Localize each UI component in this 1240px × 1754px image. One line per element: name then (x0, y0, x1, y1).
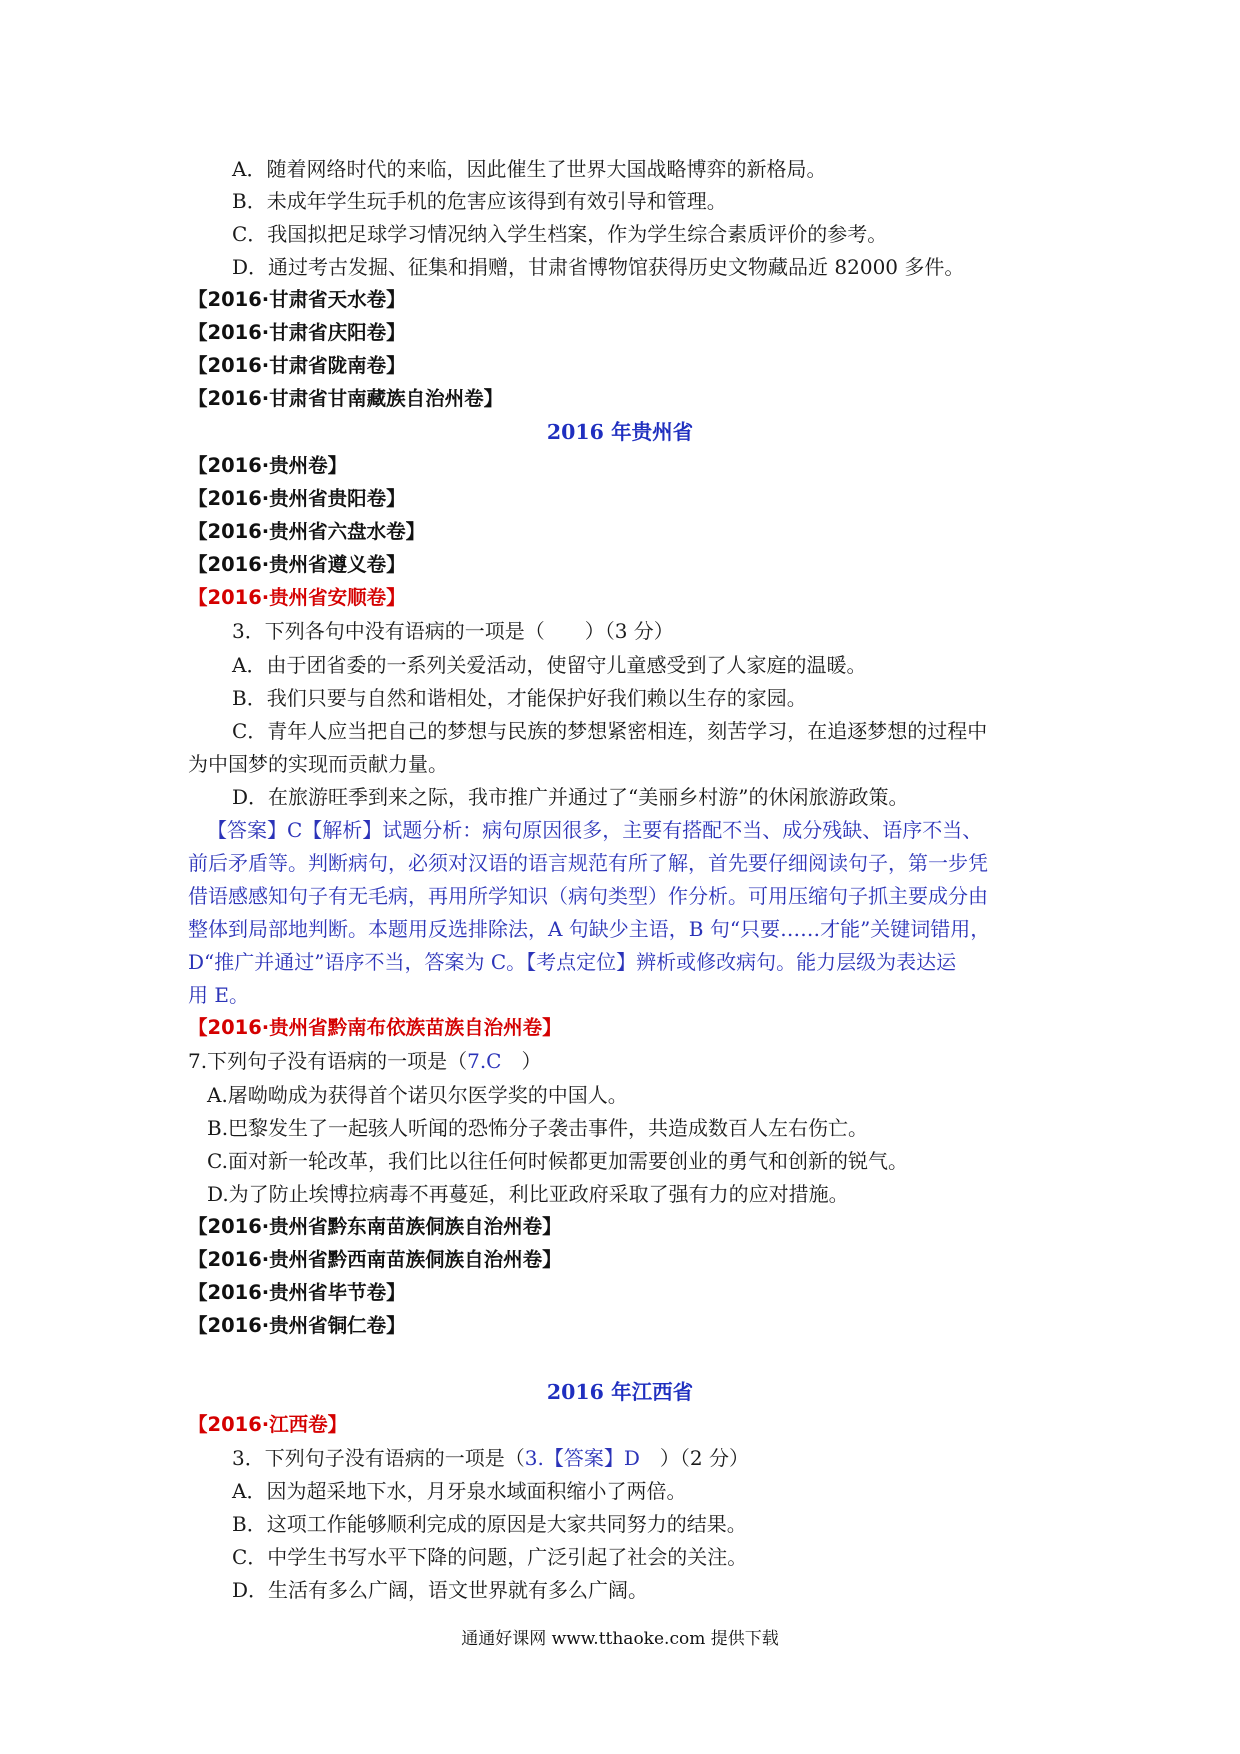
section-title-guizhou: 2016 年贵州省 (546, 420, 694, 444)
qiannan-question-text: 7.下列句子没有语病的一项是（ (188, 1049, 468, 1073)
anshun-answer-line-3: 借语感感知句子有无毛病，再用所学知识（病句类型）作分析。可用压缩句子抓主要成分由 (188, 884, 988, 908)
exam-header-gannan: 【2016·甘肃省甘南藏族自治州卷】 (188, 387, 504, 410)
q1-option-a: A．随着网络时代的来临，因此催生了世界大国战略博弈的新格局。 (232, 157, 827, 181)
exam-header-qiannan: 【2016·贵州省黔南布依族苗族自治州卷】 (188, 1016, 562, 1039)
qiannan-answer: 7.C (467, 1049, 502, 1073)
exam-header-qiandongnan: 【2016·贵州省黔东南苗族侗族自治州卷】 (188, 1215, 562, 1238)
qiannan-option-c: C.面对新一轮改革，我们比以往任何时候都更加需要创业的勇气和创新的锐气。 (207, 1149, 908, 1173)
anshun-option-c-cont: 为中国梦的实现而贡献力量。 (188, 752, 448, 776)
exam-header-liupanshui: 【2016·贵州省六盘水卷】 (188, 520, 426, 543)
anshun-answer-line-4: 整体到局部地判断。本题用反选排除法，A 句缺少主语，B 句“只要……才能”关键词错用， (188, 917, 991, 941)
qiannan-question (188, 1046, 541, 1076)
jiangxi-option-a: A．因为超采地下水，月牙泉水域面积缩小了两倍。 (232, 1479, 687, 1503)
q1-option-d: D．通过考古发掘、征集和捐赠，甘肃省博物馆获得历史文物藏品近 82000 多件。 (232, 255, 965, 279)
anshun-answer-line-6: 用 E。 (188, 983, 249, 1007)
exam-header-guizhou: 【2016·贵州卷】 (188, 454, 348, 477)
qiannan-option-b: B.巴黎发生了一起骇人听闻的恐怖分子袭击事件，共造成数百人左右伤亡。 (207, 1116, 869, 1140)
jiangxi-question (232, 1443, 749, 1473)
q1-option-c: C．我国拟把足球学习情况纳入学生档案，作为学生综合素质评价的参考。 (232, 222, 888, 246)
exam-header-zunyi: 【2016·贵州省遵义卷】 (188, 553, 406, 576)
exam-header-qianxinan: 【2016·贵州省黔西南苗族侗族自治州卷】 (188, 1248, 562, 1271)
anshun-answer-line-1: 【答案】C【解析】试题分析：病句原因很多，主要有搭配不当、成分残缺、语序不当、 (207, 818, 983, 842)
qiannan-option-d: D.为了防止埃博拉病毒不再蔓延，利比亚政府采取了强有力的应对措施。 (207, 1182, 849, 1206)
jiangxi-question-text: 3．下列句子没有语病的一项是（ (232, 1446, 525, 1470)
q1-option-b: B．未成年学生玩手机的危害应该得到有效引导和管理。 (232, 189, 727, 213)
exam-header-jiangxi: 【2016·江西卷】 (188, 1413, 348, 1436)
anshun-option-b: B．我们只要与自然和谐相处，才能保护好我们赖以生存的家园。 (232, 686, 807, 710)
exam-header-qingyang: 【2016·甘肃省庆阳卷】 (188, 321, 406, 344)
jiangxi-option-b: B．这项工作能够顺利完成的原因是大家共同努力的结果。 (232, 1512, 747, 1536)
jiangxi-option-d: D．生活有多么广阔，语文世界就有多么广阔。 (232, 1578, 649, 1602)
qiannan-option-a: A.屠呦呦成为获得首个诺贝尔医学奖的中国人。 (207, 1083, 628, 1107)
anshun-answer-line-5: D“推广并通过”语序不当，答案为 C。【考点定位】辨析或修改病句。能力层级为表达运 (188, 950, 957, 974)
jiangxi-question-close: ）（2 分） (639, 1446, 749, 1470)
anshun-question: 3．下列各句中没有语病的一项是（ ）（3 分） (232, 619, 674, 643)
exam-header-anshun: 【2016·贵州省安顺卷】 (188, 586, 406, 609)
jiangxi-option-c: C．中学生书写水平下降的问题，广泛引起了社会的关注。 (232, 1545, 748, 1569)
page-footer: 通通好课网 www.tthaoke.com 提供下载 (461, 1629, 779, 1649)
anshun-option-a: A．由于团省委的一系列关爱活动，使留守儿童感受到了人家庭的温暖。 (232, 653, 867, 677)
section-title-jiangxi: 2016 年江西省 (546, 1380, 694, 1404)
exam-header-tianshui: 【2016·甘肃省天水卷】 (188, 288, 406, 311)
exam-header-guiyang: 【2016·贵州省贵阳卷】 (188, 487, 406, 510)
exam-header-bijie: 【2016·贵州省毕节卷】 (188, 1281, 406, 1304)
exam-header-tongren: 【2016·贵州省铜仁卷】 (188, 1314, 406, 1337)
jiangxi-answer: 3.【答案】D (524, 1446, 640, 1470)
anshun-answer-line-2: 前后矛盾等。判断病句，必须对汉语的语言规范有所了解，首先要仔细阅读句子，第一步凭 (188, 851, 988, 875)
anshun-option-c: C．青年人应当把自己的梦想与民族的梦想紧密相连，刻苦学习，在追逐梦想的过程中 (232, 719, 988, 743)
exam-header-longnan: 【2016·甘肃省陇南卷】 (188, 354, 406, 377)
anshun-option-d: D．在旅游旺季到来之际，我市推广并通过了“美丽乡村游”的休闲旅游政策。 (232, 785, 909, 809)
qiannan-question-close: ） (501, 1049, 542, 1073)
